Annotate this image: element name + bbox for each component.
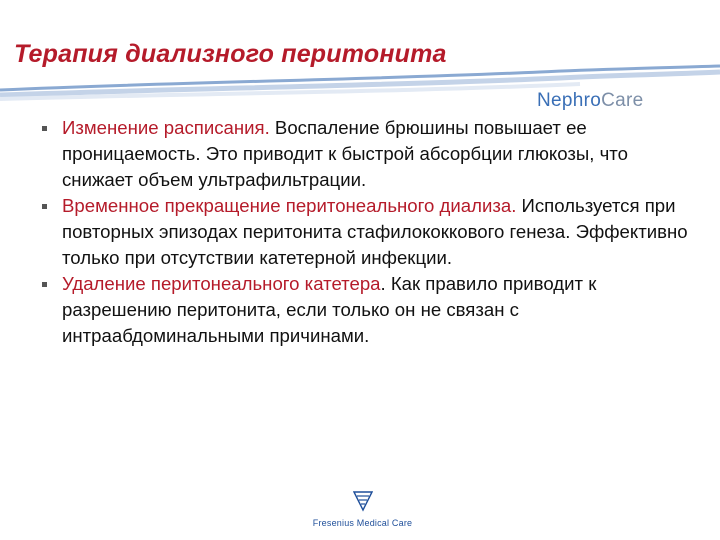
bullet-marker-icon xyxy=(42,282,47,287)
bullet-item xyxy=(42,115,702,193)
fresenius-triangle-icon xyxy=(353,490,373,512)
bullet-list xyxy=(42,115,702,349)
bullet-heading: Удаление перитонеального катетера xyxy=(62,273,381,294)
bullet-heading: Временное прекращение перитонеального диализа. xyxy=(62,195,517,216)
bullet-item xyxy=(42,271,702,349)
bullet-marker-icon xyxy=(42,204,47,209)
bullet-heading: Изменение расписания. xyxy=(62,117,270,138)
nephrocare-logo-part1: Nephro xyxy=(537,90,602,111)
slide-title: Терапия диализного перитонита xyxy=(14,40,447,68)
fresenius-logo-text: Fresenius Medical Care xyxy=(312,518,413,528)
bullet-body: . Как правило приводит к разрешению перитонита, если только он не связан с интраабдоминальными причинами. xyxy=(62,273,597,346)
nephrocare-logo-part2: Care xyxy=(601,90,644,111)
bullet-body: Воспаление брюшины повышает ее проницаемость. Это приводит к быстрой абсорбции глюкозы, что снижает объем ультрафильтрации. xyxy=(62,117,628,190)
bullet-marker-icon xyxy=(42,126,47,131)
fresenius-logo xyxy=(300,490,425,528)
bullet-body: Используется при повторных эпизодах перитонита стафилококкового генеза. Эффективно только при отсутствии катетерной инфекции. xyxy=(62,195,688,268)
bullet-item xyxy=(42,193,702,271)
nephrocare-logo xyxy=(537,90,644,112)
